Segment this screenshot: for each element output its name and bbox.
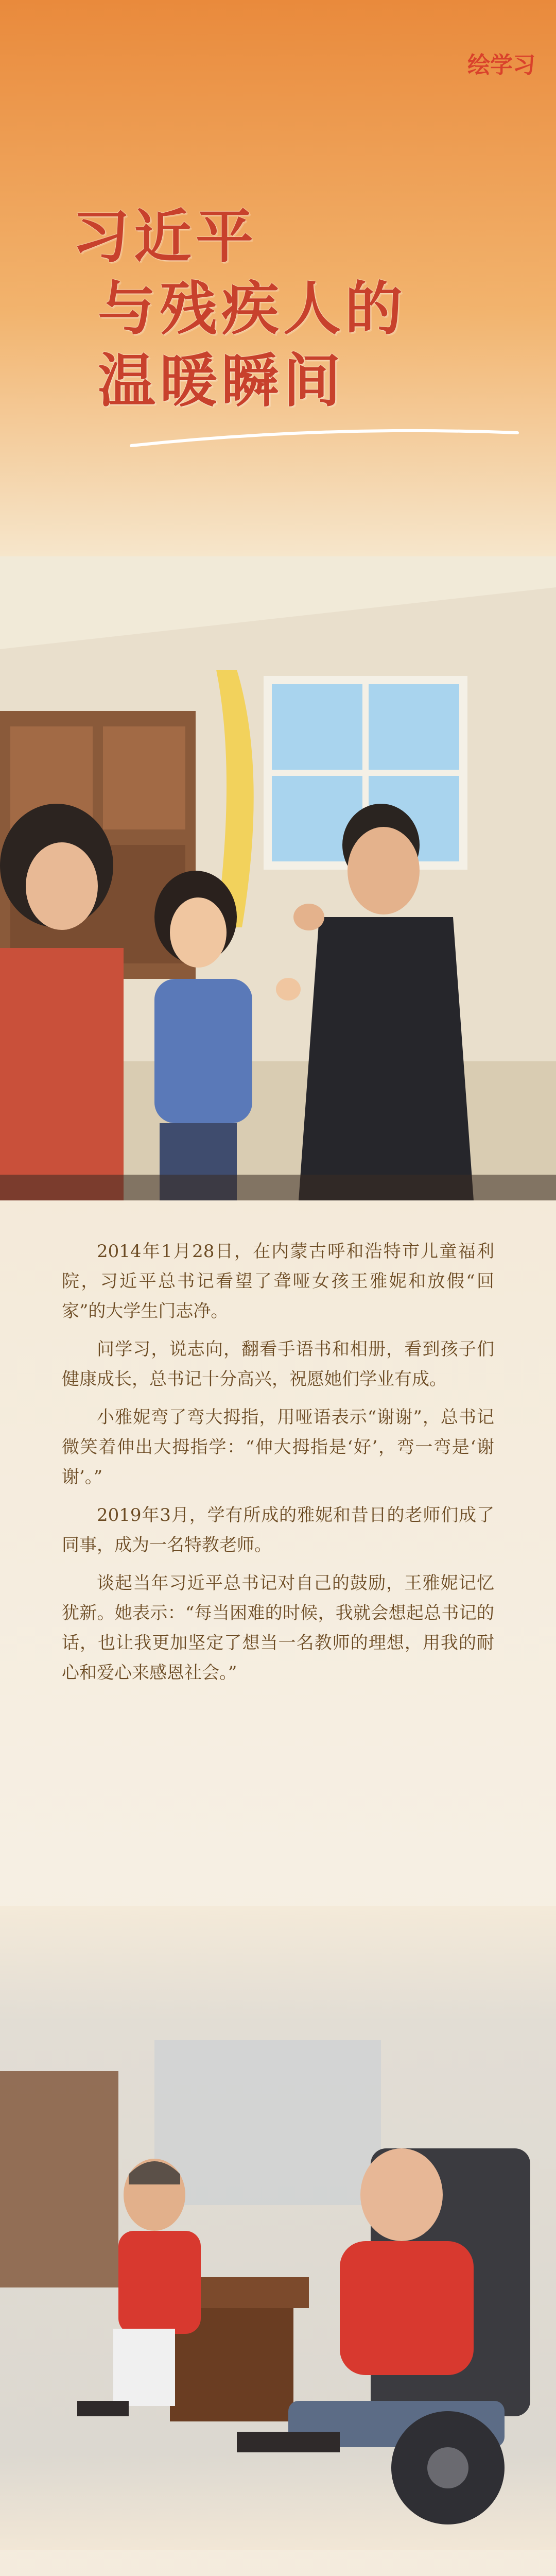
title-underline-swoosh	[129, 422, 520, 453]
page-title	[72, 201, 515, 417]
story1-paragraph: 谈起当年习近平总书记对自己的鼓励，王雅妮记忆犹新。她表示：“每当困难的时候，我就会想起总书记的话，也让我更加坚定了想当一名教师的理想，用我的耐心和爱心来感恩社会。”	[62, 1573, 494, 1683]
title-line-2: 与残疾人的	[98, 276, 407, 343]
story1-paragraph: 2014年1月28日，在内蒙古呼和浩特市儿童福利院，习近平总书记看望了聋哑女孩王雅妮和放假“回家”的大学生门志净。	[62, 1241, 494, 1321]
story1-paragraph: 问学习，说志向，翻看手语书和相册，看到孩子们健康成长，总书记十分高兴，祝愿她们学业有成。	[62, 1339, 494, 1389]
illustration-sanatorium	[0, 1906, 556, 2550]
story1-paragraph: 2019年3月，学有所成的雅妮和昔日的老师们成了同事，成为一名特教老师。	[62, 1505, 494, 1555]
title-line-3: 温暖瞬间	[98, 348, 345, 415]
story1-paragraph: 小雅妮弯了弯大拇指，用哑语表示“谢谢”，总书记微笑着伸出大拇指学：“伸大拇指是‘好’，弯一弯是‘谢谢’。”	[62, 1407, 494, 1487]
illustration-welfare-home	[0, 556, 556, 1200]
story1-text	[62, 1236, 494, 1696]
brand-logo: 绘学习	[467, 52, 535, 78]
title-line-1: 习近平	[72, 204, 257, 270]
